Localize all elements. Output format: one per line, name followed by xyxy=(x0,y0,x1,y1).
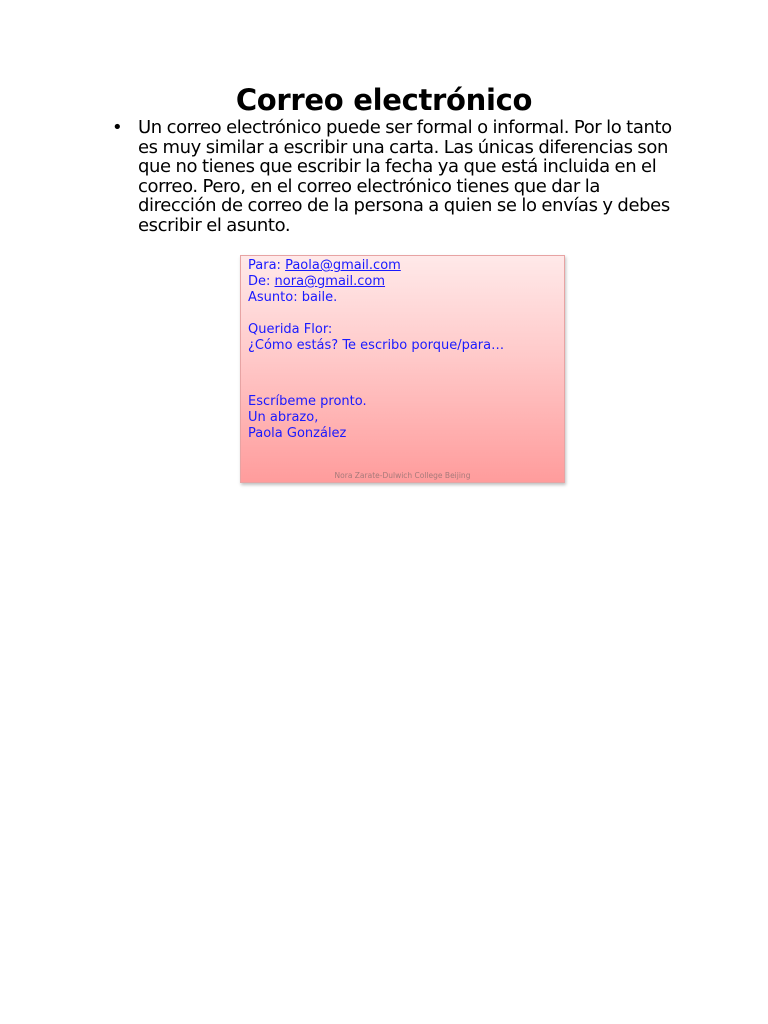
email-closing-2: Un abrazo, xyxy=(248,410,319,425)
email-body: ¿Cómo estás? Te escribo porque/para… xyxy=(248,338,505,353)
email-from-line xyxy=(248,274,558,290)
email-closing-1: Escríbeme pronto. xyxy=(248,394,367,409)
email-example-box xyxy=(240,255,565,483)
bullet-text: Un correo electrónico puede ser formal o informal. Por lo tanto es muy similar a escribir una carta. Las únicas diferencias son que no tienes que escribir la fecha ya que está incluida en el correo. Pero, en el correo electrónico tienes que dar la dirección de correo de la persona a quien se lo envías y debes escribir el asunto. xyxy=(138,117,672,236)
email-to-link[interactable]: Paola@gmail.com xyxy=(285,258,401,273)
email-from-link[interactable]: nora@gmail.com xyxy=(274,274,386,289)
bullet-marker: • xyxy=(112,117,123,138)
spacer xyxy=(248,306,558,322)
page-title: Correo electrónico xyxy=(235,83,533,117)
watermark-credit: Nora Zarate-Dulwich College Beijing xyxy=(334,471,471,480)
spacer xyxy=(248,354,558,394)
email-to-label: Para: xyxy=(248,258,281,273)
email-subject: Asunto: baile. xyxy=(248,290,338,305)
bullet-point xyxy=(112,118,672,235)
email-from-label: De: xyxy=(248,274,271,289)
email-signature: Paola González xyxy=(248,426,347,441)
email-to-line xyxy=(248,258,558,274)
email-greeting: Querida Flor: xyxy=(248,322,333,337)
